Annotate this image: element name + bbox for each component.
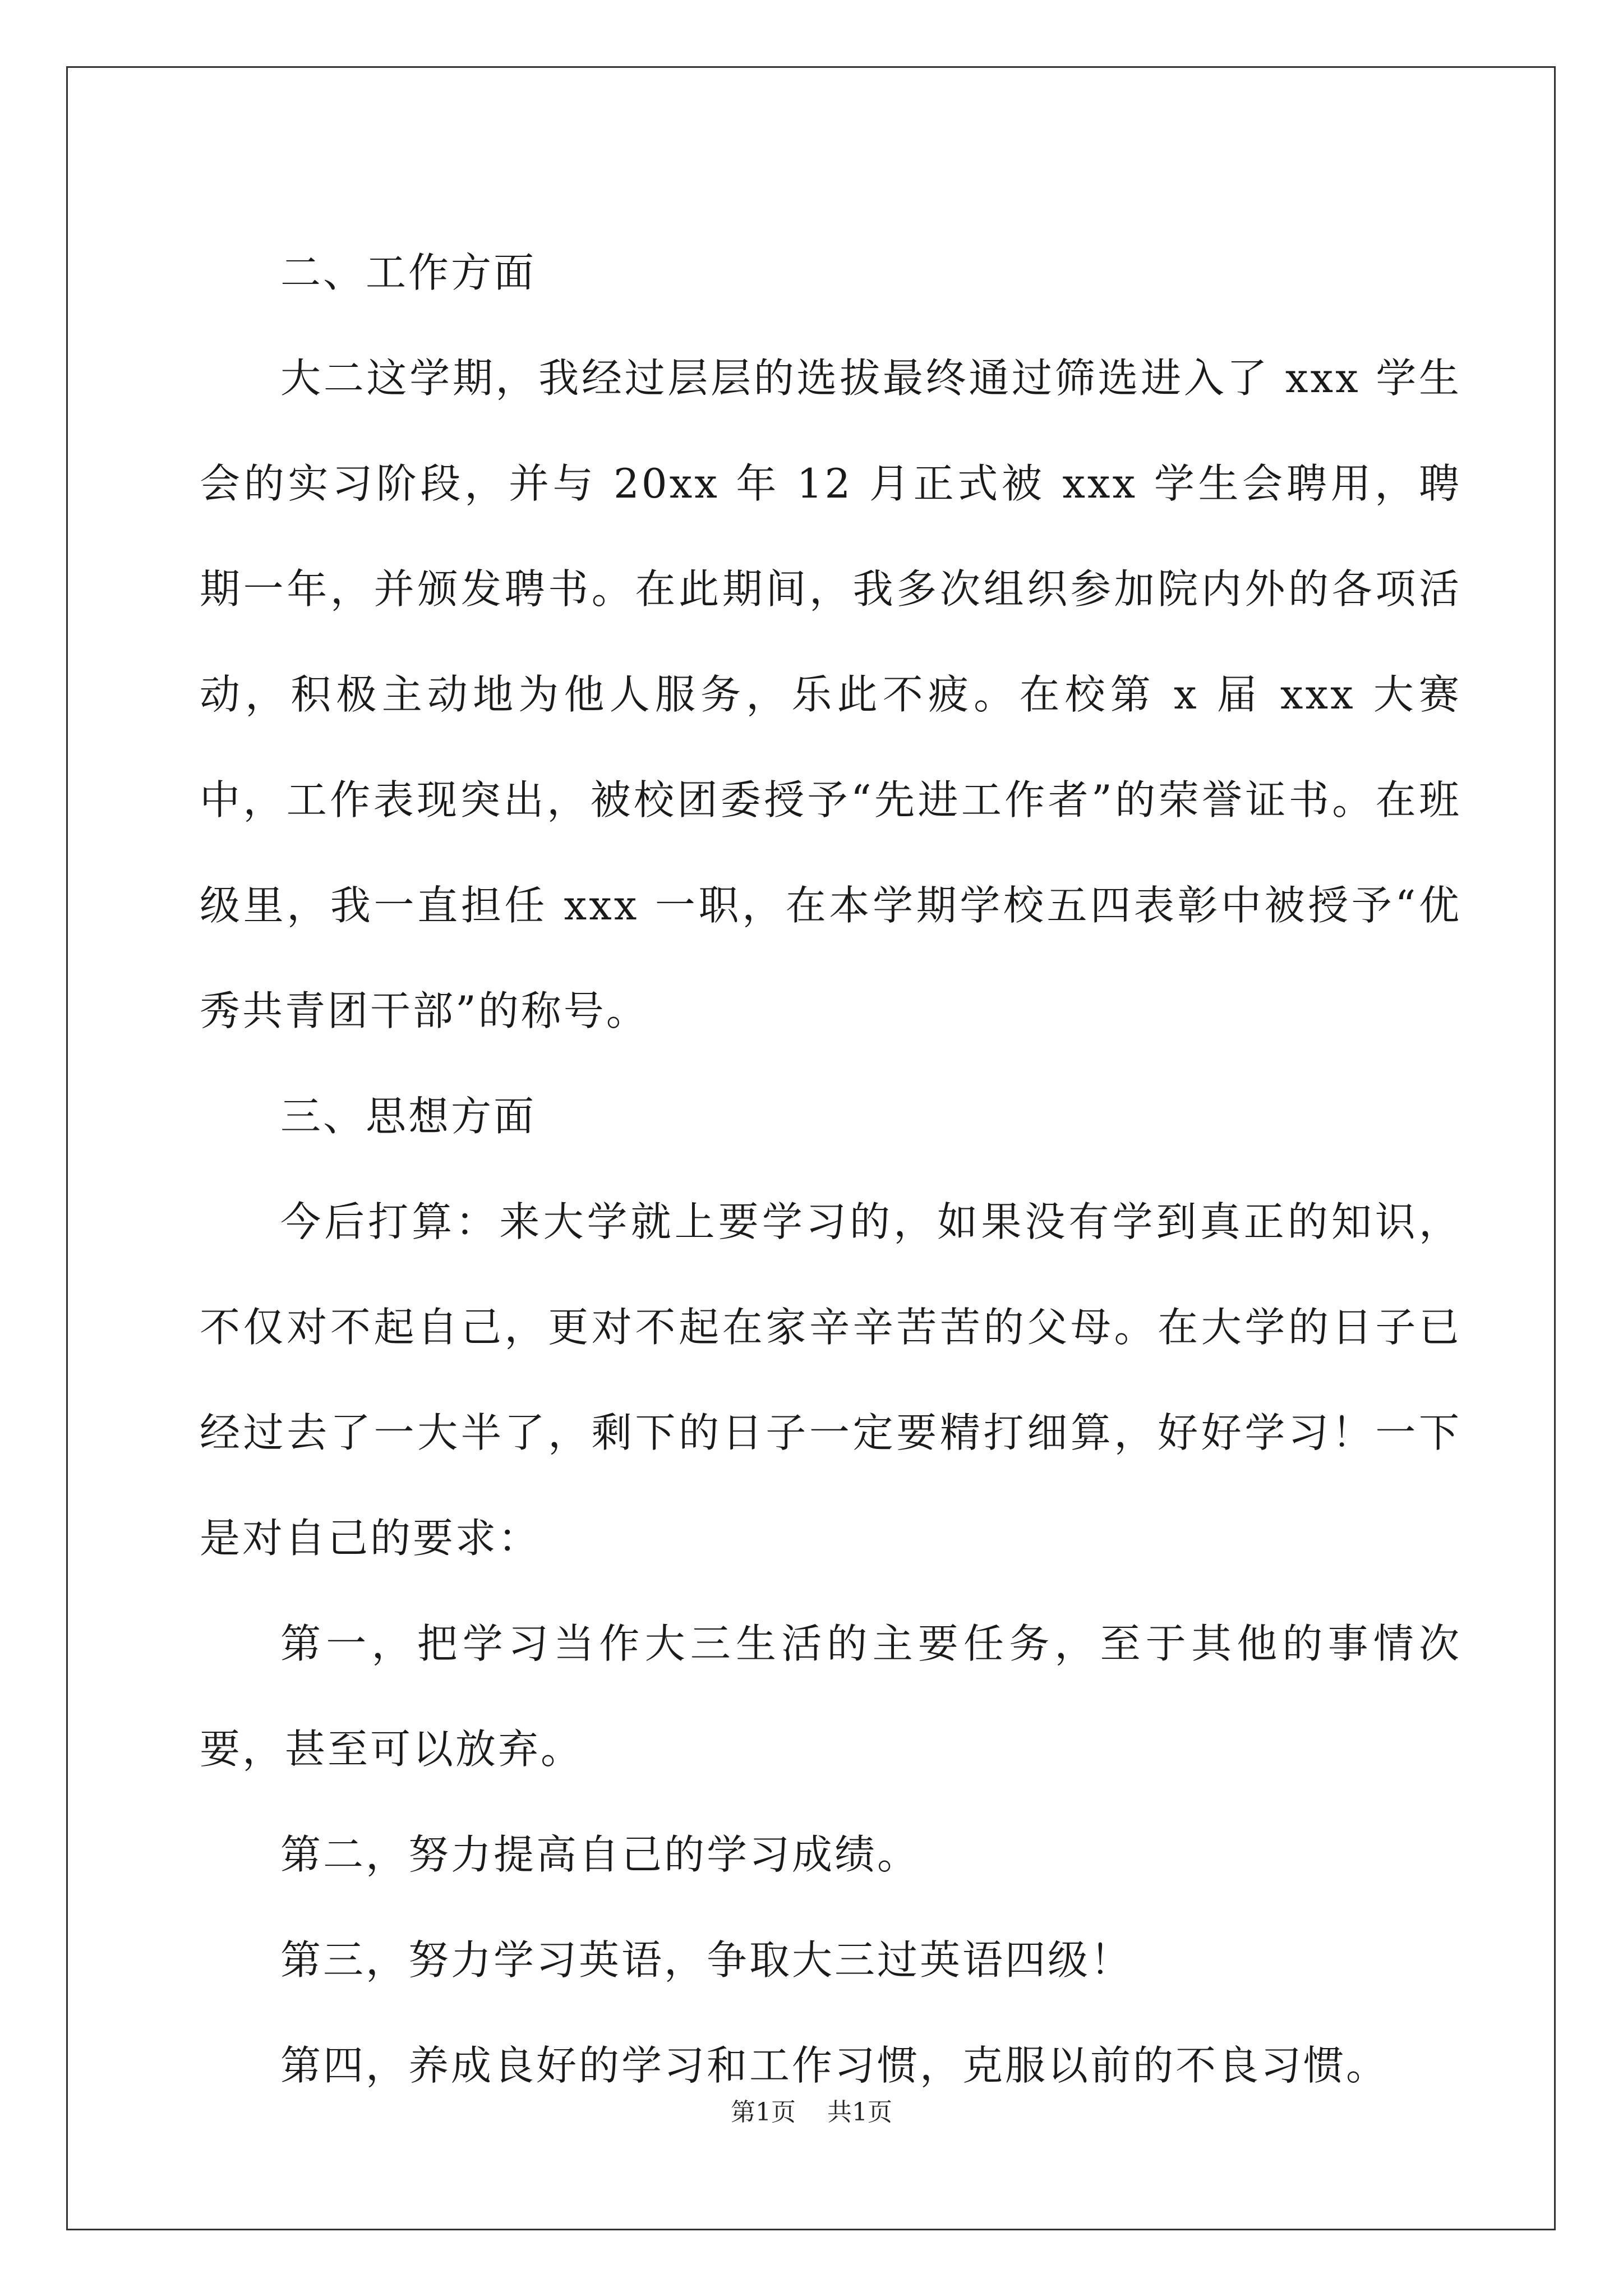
page-footer [0, 2096, 1623, 2129]
paragraph-work-details: 大二这学期，我经过层层的选拔最终通过筛选进入了 xxx 学生会的实习阶段，并与 20xx 年 12 月正式被 xxx 学生会聘用，聘期一年，并颁发聘书。在此期间，我多次组织参加院内外的各项活动，积极主动地为他人服务，乐此不疲。在校第 x 届 xxx 大赛中，工作表现突出，被校团委授予“先进工作者”的荣誉证书。在班级里，我一直担任 xxx 一职，在本学期学校五四表彰中被授予“优秀共青团干部”的称号。 [200, 355, 1461, 1034]
paragraph-goal-3: 第三，努力学习英语，争取大三过英语四级！ [280, 1936, 1133, 1984]
document-body [200, 220, 1461, 2118]
paragraph-future-plans: 今后打算：来大学就上要学习的，如果没有学到真正的知识，不仅对不起自己，更对不起在家辛辛苦苦的父母。在大学的日子已经过去了一大半了，剩下的日子一定要精打细算，好好学习！一下是对自己的要求： [200, 1198, 1461, 1562]
paragraph-goal-1: 第一，把学习当作大三生活的主要任务，至于其他的事情次要，甚至可以放弃。 [200, 1620, 1461, 1773]
paragraph-goal-4: 第四，养成良好的学习和工作习惯，克服以前的不良习惯。 [280, 2042, 1389, 2089]
page-number-total: 共1页 [827, 2098, 892, 2127]
page-number-current: 第1页 [731, 2098, 796, 2127]
paragraph-goal-2: 第二，努力提高自己的学习成绩。 [280, 1831, 920, 1878]
section-heading-work: 二、工作方面 [280, 249, 537, 296]
section-heading-thought: 三、思想方面 [280, 1093, 537, 1140]
